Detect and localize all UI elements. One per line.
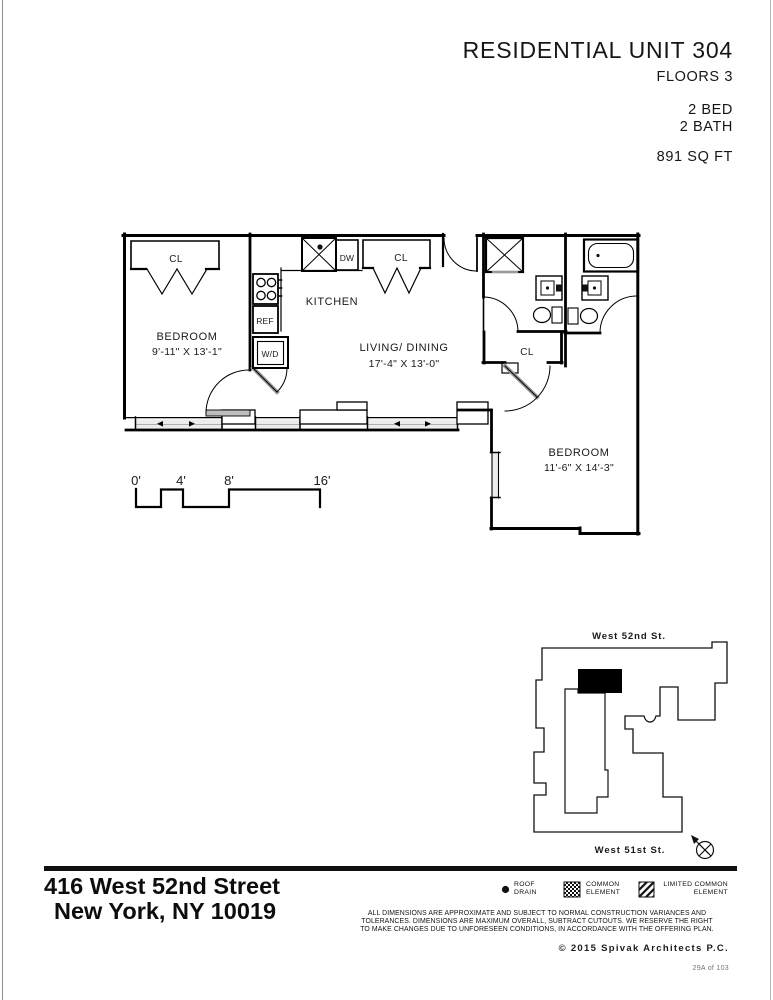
- kitchen-closet: [363, 240, 430, 293]
- scale-bar: [131, 473, 330, 507]
- street-top-label: West 52nd St.: [592, 631, 666, 642]
- bedroom2-door-leaf-edge: [505, 366, 537, 397]
- scale-16: 16': [313, 473, 331, 488]
- scale-4: 4': [176, 473, 186, 488]
- kitchen-faucet-icon: [317, 244, 322, 249]
- legend-roof-line1: ROOF: [514, 881, 535, 888]
- address-line2: New York, NY 10019: [54, 898, 277, 924]
- building-outline: [534, 642, 727, 832]
- scale-8: 8': [224, 473, 234, 488]
- wd-label: W/D: [261, 349, 279, 359]
- legend-roof-line2: DRAIN: [514, 888, 537, 896]
- bedroom1-door-leaf: [206, 410, 250, 416]
- room-labels: [152, 253, 614, 474]
- bathtub-inner: [589, 244, 634, 268]
- bath2-door-arc: [600, 296, 637, 333]
- disclaimer-line3: TO MAKE CHANGES DUE TO UNFORESEEN CONDITIONS, IN ACCORDANCE WITH THE OFFERING PLAN.: [360, 926, 714, 934]
- closet-chevron-doors: [373, 268, 421, 293]
- bedroom1-dims: 9'-11" X 13'-1": [151, 346, 223, 358]
- kitchen-label: KITCHEN: [305, 296, 359, 308]
- ref-label: REF: [256, 316, 274, 326]
- bathtub-drain-dot: [596, 254, 599, 257]
- corner-pier: [457, 402, 488, 424]
- doors: [206, 238, 637, 416]
- baths-label: 2 BATH: [679, 119, 733, 135]
- page-number: 29A of 103: [692, 965, 729, 972]
- copyright-text: © 2015 Spivak Architects P.C.: [558, 943, 729, 954]
- sink-faucet-icon: [583, 285, 589, 292]
- wd-door-arc: [277, 368, 287, 392]
- bath1-door-arc: [483, 297, 518, 332]
- building-inner-core: [565, 689, 608, 813]
- closet3-label: CL: [520, 347, 534, 358]
- legend-common-element: [586, 881, 620, 897]
- bedroom2-label: BEDROOM: [548, 447, 610, 459]
- bedroom1-closet: [131, 241, 219, 294]
- legend-limited-line1: LIMITED COMMON: [663, 881, 728, 888]
- property-address: [44, 874, 280, 924]
- legend-roof-drain: [514, 881, 537, 897]
- stove: [253, 274, 278, 304]
- toilet-tank: [552, 307, 562, 323]
- burner: [257, 291, 265, 299]
- floors-label: FLOORS 3: [656, 69, 733, 85]
- compass-icon: [691, 835, 714, 859]
- ptac-unit-2-step: [337, 402, 367, 410]
- toilet-bowl: [581, 309, 598, 324]
- bedroom2-window: [491, 452, 501, 498]
- closet2-label: CL: [394, 253, 408, 264]
- limited-common-element-swatch: [639, 882, 654, 897]
- sink-drain-dot: [593, 286, 596, 289]
- area-label: 891 SQ FT: [656, 149, 733, 165]
- street-bottom-label: West 51st St.: [594, 845, 666, 856]
- bathroom2-fixtures: [568, 240, 638, 325]
- closet1-label: CL: [169, 254, 183, 265]
- sink-drain-dot: [546, 286, 549, 289]
- address-line1: 416 West 52nd Street: [44, 873, 280, 899]
- entry-door-arc: [444, 238, 477, 271]
- burner: [267, 291, 275, 299]
- living-label: LIVING/ DINING: [359, 342, 449, 354]
- kitchen-sink-x: [302, 238, 336, 271]
- toilet-bowl: [534, 308, 551, 323]
- floor-plan: [123, 234, 639, 534]
- legend-common-line2: ELEMENT: [586, 888, 621, 896]
- burner: [257, 278, 265, 286]
- legend-limited-line2: ELEMENT: [693, 888, 728, 896]
- page-title: RESIDENTIAL UNIT 304: [462, 37, 733, 63]
- disclaimer-line1: ALL DIMENSIONS ARE APPROXIMATE AND SUBJECT TO NORMAL CONSTRUCTION VARIANCES AND: [367, 910, 707, 917]
- legend-common-line1: COMMON: [586, 881, 620, 888]
- bedroom1-label: BEDROOM: [156, 331, 218, 343]
- bathtub: [584, 240, 638, 272]
- scale-0: 0': [131, 473, 141, 488]
- key-plan: [534, 631, 727, 859]
- wd-door-leaf-edge: [253, 368, 277, 392]
- bedroom2-dims: 11'-6" X 14'-3": [543, 462, 615, 474]
- disclaimer-line2: TOLERANCES. DIMENSIONS ARE MAXIMUM OVERALL, SUBTRACT CUTOUTS. WE RESERVE THE RIGHT: [361, 918, 713, 926]
- common-element-swatch: [564, 882, 580, 897]
- legend-limited-common-element: [663, 881, 728, 897]
- ptac-unit-2: [300, 410, 367, 424]
- roof-drain-dot: [502, 886, 509, 893]
- disclaimer-text: [337, 910, 737, 935]
- footer-divider: [44, 866, 737, 871]
- closet-chevron-doors: [147, 269, 207, 294]
- burner: [267, 278, 275, 286]
- bathroom1-fixtures: [486, 238, 562, 323]
- dw-label: DW: [339, 253, 355, 263]
- unit-location-marker: [578, 669, 622, 693]
- living-dims: 17'-4" X 13'-0": [368, 358, 440, 370]
- sink-faucet-icon: [556, 285, 562, 292]
- shower-x: [486, 238, 523, 272]
- beds-label: 2 BED: [688, 102, 733, 118]
- bedroom1-door-arc: [206, 370, 249, 413]
- window-band: [126, 402, 488, 430]
- toilet-tank: [568, 308, 578, 324]
